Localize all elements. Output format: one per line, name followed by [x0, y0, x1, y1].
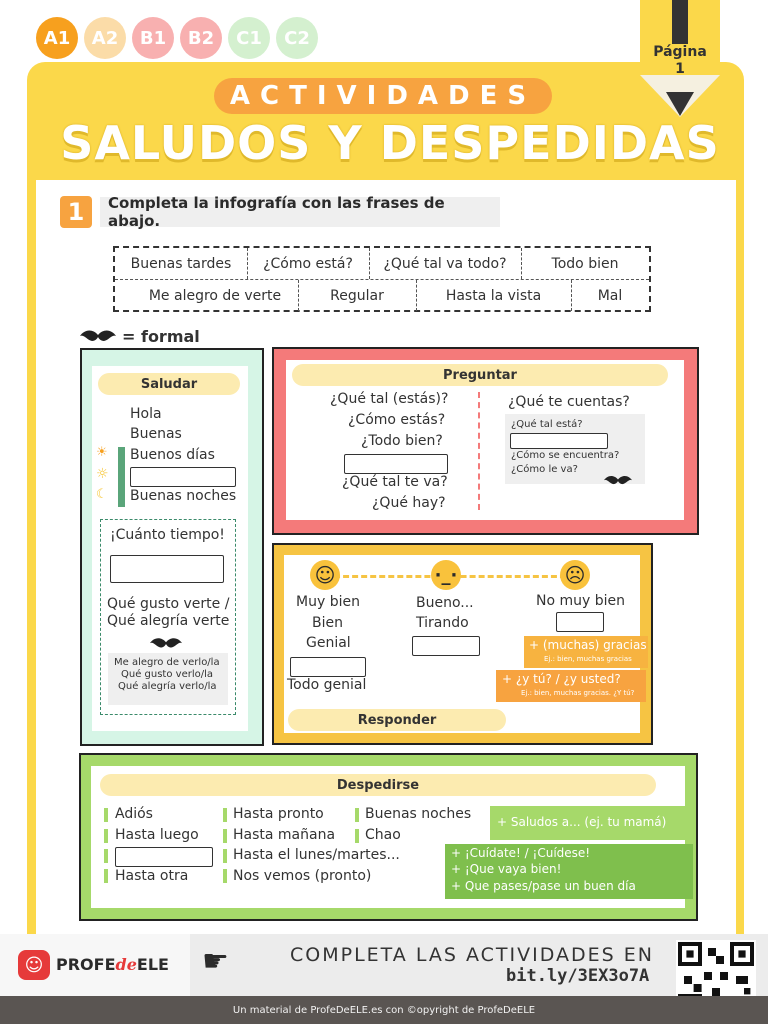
answer-blank[interactable]: [130, 467, 236, 487]
note-wishes-item: + ¡Cuídate! / ¡Cuídese!: [451, 846, 591, 860]
cta-link[interactable]: bit.ly/3EX3o7A: [506, 966, 650, 986]
formal-item: Qué alegría verlo/la: [118, 681, 217, 692]
answer-blank[interactable]: [110, 555, 224, 583]
activities-pill: ACTIVIDADES: [214, 78, 552, 114]
preguntar-item: ¿Qué tal (estás)?: [330, 391, 449, 407]
formal-item: Qué gusto verlo/la: [121, 669, 214, 680]
despedirse-item: Hasta mañana: [233, 827, 336, 843]
responder-title: Responder: [288, 709, 506, 731]
answer-blank[interactable]: [290, 657, 366, 677]
answer-blank[interactable]: [510, 433, 608, 449]
despedirse-item: Hasta luego: [115, 827, 199, 843]
saludar-sub-title: ¡Cuánto tiempo!: [110, 527, 225, 543]
level-b1: B1: [132, 17, 174, 59]
despedirse-item: Hasta el lunes/martes...: [233, 847, 400, 863]
exercise-number: 1: [60, 196, 92, 228]
word-bank-item[interactable]: Todo bien: [551, 255, 619, 272]
word-bank-item[interactable]: Regular: [330, 287, 384, 304]
sun-icon: ☼: [96, 466, 109, 482]
word-bank-item[interactable]: Me alegro de verte: [148, 287, 282, 304]
saludar-sub-item: Qué alegría verte: [107, 613, 230, 629]
responder-item: Todo genial: [287, 677, 367, 693]
mustache-icon: [148, 636, 184, 652]
note-wishes-item: + Que pases/pase un buen día: [451, 879, 636, 893]
sad-face-icon: ☹: [560, 560, 590, 590]
note-thanks-text: + (muchas) gracias: [529, 638, 647, 652]
saludar-item: Hola: [130, 406, 162, 422]
preguntar-divider: [478, 392, 480, 510]
despedirse-item: Hasta pronto: [233, 806, 324, 822]
responder-item: Genial: [306, 635, 351, 651]
responder-item: Bueno...: [416, 595, 474, 611]
despedirse-title: Despedirse: [100, 774, 656, 796]
saludar-item: Buenas: [130, 426, 182, 442]
happy-face-icon: ☺: [310, 560, 340, 590]
level-a2: A2: [84, 17, 126, 59]
preguntar-item: ¿Qué tal te va?: [342, 474, 448, 490]
word-bank-item[interactable]: ¿Qué tal va todo?: [383, 255, 507, 272]
preguntar-item: ¿Qué hay?: [372, 495, 446, 511]
brand-logo-icon: ☺: [18, 950, 50, 980]
formal-item: Me alegro de verlo/la: [114, 657, 220, 668]
despedirse-item: Chao: [365, 827, 401, 843]
responder-item: No muy bien: [536, 593, 625, 609]
pointing-hand-icon: ☛: [202, 944, 229, 979]
legend-formal: = formal: [122, 327, 200, 346]
formal-item: ¿Cómo le va?: [511, 464, 578, 475]
page-indicator: Página 1: [653, 44, 707, 77]
answer-blank[interactable]: [344, 454, 448, 474]
neutral-face-icon: ·_·: [431, 560, 461, 590]
saludar-item: Buenas noches: [130, 488, 237, 504]
answer-blank[interactable]: [412, 636, 480, 656]
page-title: SALUDOS Y DESPEDIDAS: [60, 116, 720, 170]
responder-item: Muy bien: [296, 594, 360, 610]
level-c1: C1: [228, 17, 270, 59]
level-c2: C2: [276, 17, 318, 59]
note-thanks-example: Ej.: bien, muchas gracias: [544, 655, 632, 663]
level-b2: B2: [180, 17, 222, 59]
answer-blank[interactable]: [115, 847, 213, 867]
despedirse-item: Hasta otra: [115, 868, 189, 884]
cta-line1: COMPLETA LAS ACTIVIDADES EN: [290, 944, 654, 966]
preguntar-title: Preguntar: [292, 364, 668, 386]
mustache-icon: [602, 474, 634, 488]
preguntar-right-title: ¿Qué te cuentas?: [508, 394, 630, 410]
time-bar: [118, 447, 125, 507]
moon-icon: ☾: [96, 487, 108, 502]
despedirse-item: Buenas noches: [365, 806, 472, 822]
note-greetings-text: + Saludos a... (ej. tu mamá): [497, 815, 667, 829]
responder-item: Tirando: [416, 615, 469, 631]
note-question-example: Ej.: bien, muchas gracias. ¿Y tú?: [521, 689, 635, 697]
responder-item: Bien: [312, 615, 343, 631]
saludar-title: Saludar: [98, 373, 240, 395]
despedirse-item: Nos vemos (pronto): [233, 868, 372, 884]
word-bank-item[interactable]: Mal: [597, 287, 623, 304]
preguntar-item: ¿Todo bien?: [361, 433, 443, 449]
formal-item: ¿Cómo se encuentra?: [511, 450, 620, 461]
copyright-footer: Un material de ProfeDeELE.es con ©opyright de ProfeDeELE: [0, 996, 768, 1024]
level-a1: A1: [36, 17, 78, 59]
note-question-text: + ¿y tú? / ¿y usted?: [502, 672, 621, 686]
despedirse-item: Adiós: [115, 806, 153, 822]
answer-blank[interactable]: [556, 612, 604, 632]
exercise-instruction: Completa la infografía con las frases de abajo.: [100, 197, 500, 227]
word-bank-item[interactable]: Buenas tardes: [130, 255, 232, 272]
pencil-stripe: [672, 0, 688, 44]
word-bank: [113, 246, 651, 312]
brand-name[interactable]: PROFEdeELE: [56, 955, 169, 974]
saludar-item: Buenos días: [130, 447, 215, 463]
saludar-sub-item: Qué gusto verte /: [107, 596, 230, 612]
pencil-lead: [666, 92, 694, 116]
word-bank-item[interactable]: Hasta la vista: [445, 287, 542, 304]
note-wishes-item: + ¡Que vaya bien!: [451, 862, 562, 876]
word-bank-item[interactable]: ¿Cómo está?: [263, 255, 353, 272]
mustache-icon: [78, 328, 118, 346]
sunrise-icon: ☀: [96, 445, 108, 460]
formal-item: ¿Qué tal está?: [511, 419, 583, 430]
preguntar-item: ¿Cómo estás?: [348, 412, 446, 428]
